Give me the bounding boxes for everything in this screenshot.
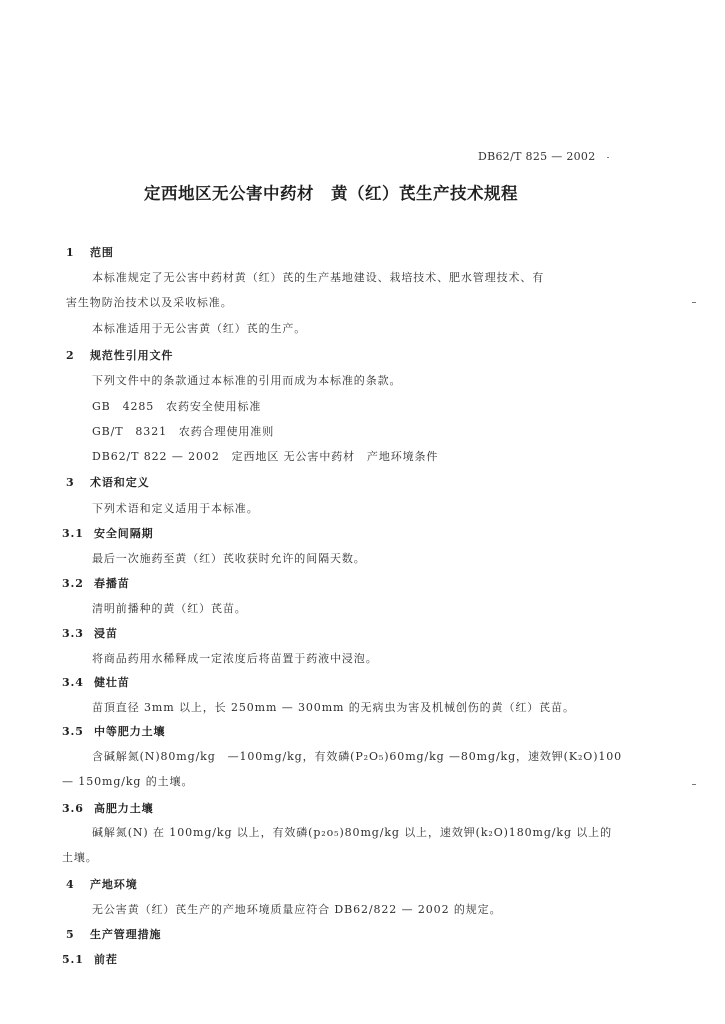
section-heading bbox=[62, 800, 154, 816]
section-number: 3.1 bbox=[62, 527, 84, 540]
section-number: 5.1 bbox=[62, 953, 84, 966]
section-title: 产地环境 bbox=[90, 878, 138, 891]
body-text-line: 下列术语和定义适用于本标准。 bbox=[92, 502, 259, 515]
section-heading bbox=[66, 474, 150, 490]
body-text-line: 本标准规定了无公害中药材黄（红）芪的生产基地建设、栽培技术、肥水管理技术、有 bbox=[92, 271, 545, 284]
body-text-line: 下列文件中的条款通过本标准的引用而成为本标准的条款。 bbox=[92, 374, 402, 387]
scan-speck bbox=[692, 784, 696, 785]
scan-speck bbox=[692, 302, 696, 303]
body-text-line: 最后一次施药至黄（红）芪收获时允许的间隔天数。 bbox=[92, 552, 366, 565]
body-text-line: 清明前播种的黄（红）芪苗。 bbox=[92, 602, 247, 615]
section-heading bbox=[62, 674, 130, 690]
body-text-line: 苗頂直径 3mm 以上，长 250mm — 300mm 的无病虫为害及机械创伤的黄（红）芪苗。 bbox=[92, 701, 575, 714]
section-heading bbox=[66, 347, 173, 363]
scan-speck bbox=[607, 157, 609, 158]
section-heading bbox=[66, 926, 161, 942]
body-text-line: 无公害黄（红）芪生产的产地环境质量应符合 DB62/822 — 2002 的规定。 bbox=[92, 903, 502, 916]
standard-code: DB62/T 825 — 2002 bbox=[478, 150, 596, 163]
body-text-line: 土壤。 bbox=[62, 851, 98, 864]
body-text-line: 本标准适用于无公害黄（红）芪的生产。 bbox=[92, 322, 307, 335]
document-title: 定西地区无公害中药材 黄（红）芪生产技术规程 bbox=[144, 184, 518, 203]
section-heading bbox=[62, 625, 118, 641]
section-title: 术语和定义 bbox=[90, 476, 150, 489]
section-heading bbox=[62, 525, 154, 541]
body-text-line: GB/T 8321 农药合理使用准则 bbox=[92, 425, 275, 438]
section-number: 1 bbox=[66, 246, 75, 259]
section-title: 高肥力土壤 bbox=[94, 802, 154, 815]
section-number: 2 bbox=[66, 349, 75, 362]
section-title: 范围 bbox=[90, 246, 114, 259]
section-heading bbox=[62, 575, 130, 591]
section-title: 春播苗 bbox=[94, 577, 130, 590]
section-number: 3.3 bbox=[62, 627, 84, 640]
section-number: 4 bbox=[66, 878, 75, 891]
section-heading bbox=[66, 876, 138, 892]
body-text-line: 害生物防治技术以及采收标准。 bbox=[66, 296, 233, 309]
section-title: 安全间隔期 bbox=[94, 527, 154, 540]
section-number: 3.6 bbox=[62, 802, 84, 815]
section-title: 健壮苗 bbox=[94, 676, 130, 689]
body-text-line: GB 4285 农药安全使用标准 bbox=[92, 400, 262, 413]
body-text-line: 将商品药用水稀释成一定浓度后将苗置于药液中浸泡。 bbox=[92, 652, 378, 665]
body-text-line: — 150mg/kg 的土壤。 bbox=[62, 775, 194, 788]
section-heading bbox=[66, 244, 114, 260]
body-text-line: 含碱解氮(N)80mg/kg —100mg/kg，有效磷(P₂O₅)60mg/kg —80mg/kg，速效钾(K₂O)100 bbox=[92, 750, 623, 763]
section-number: 3 bbox=[66, 476, 75, 489]
section-title: 中等肥力土壤 bbox=[94, 725, 166, 738]
section-heading bbox=[62, 723, 165, 739]
section-heading bbox=[62, 951, 118, 967]
section-title: 浸苗 bbox=[94, 627, 118, 640]
section-title: 前茬 bbox=[94, 953, 118, 966]
section-title: 规范性引用文件 bbox=[90, 349, 174, 362]
section-number: 3.2 bbox=[62, 577, 84, 590]
section-number: 3.5 bbox=[62, 725, 84, 738]
body-text-line: DB62/T 822 — 2002 定西地区 无公害中药材 产地环境条件 bbox=[92, 450, 439, 463]
section-number: 3.4 bbox=[62, 676, 84, 689]
body-text-line: 碱解氮(N) 在 100mg/kg 以上，有效磷(p₂o₅)80mg/kg 以上，速效钾(k₂O)180mg/kg 以上的 bbox=[92, 826, 612, 839]
section-number: 5 bbox=[66, 928, 75, 941]
section-title: 生产管理措施 bbox=[90, 928, 162, 941]
